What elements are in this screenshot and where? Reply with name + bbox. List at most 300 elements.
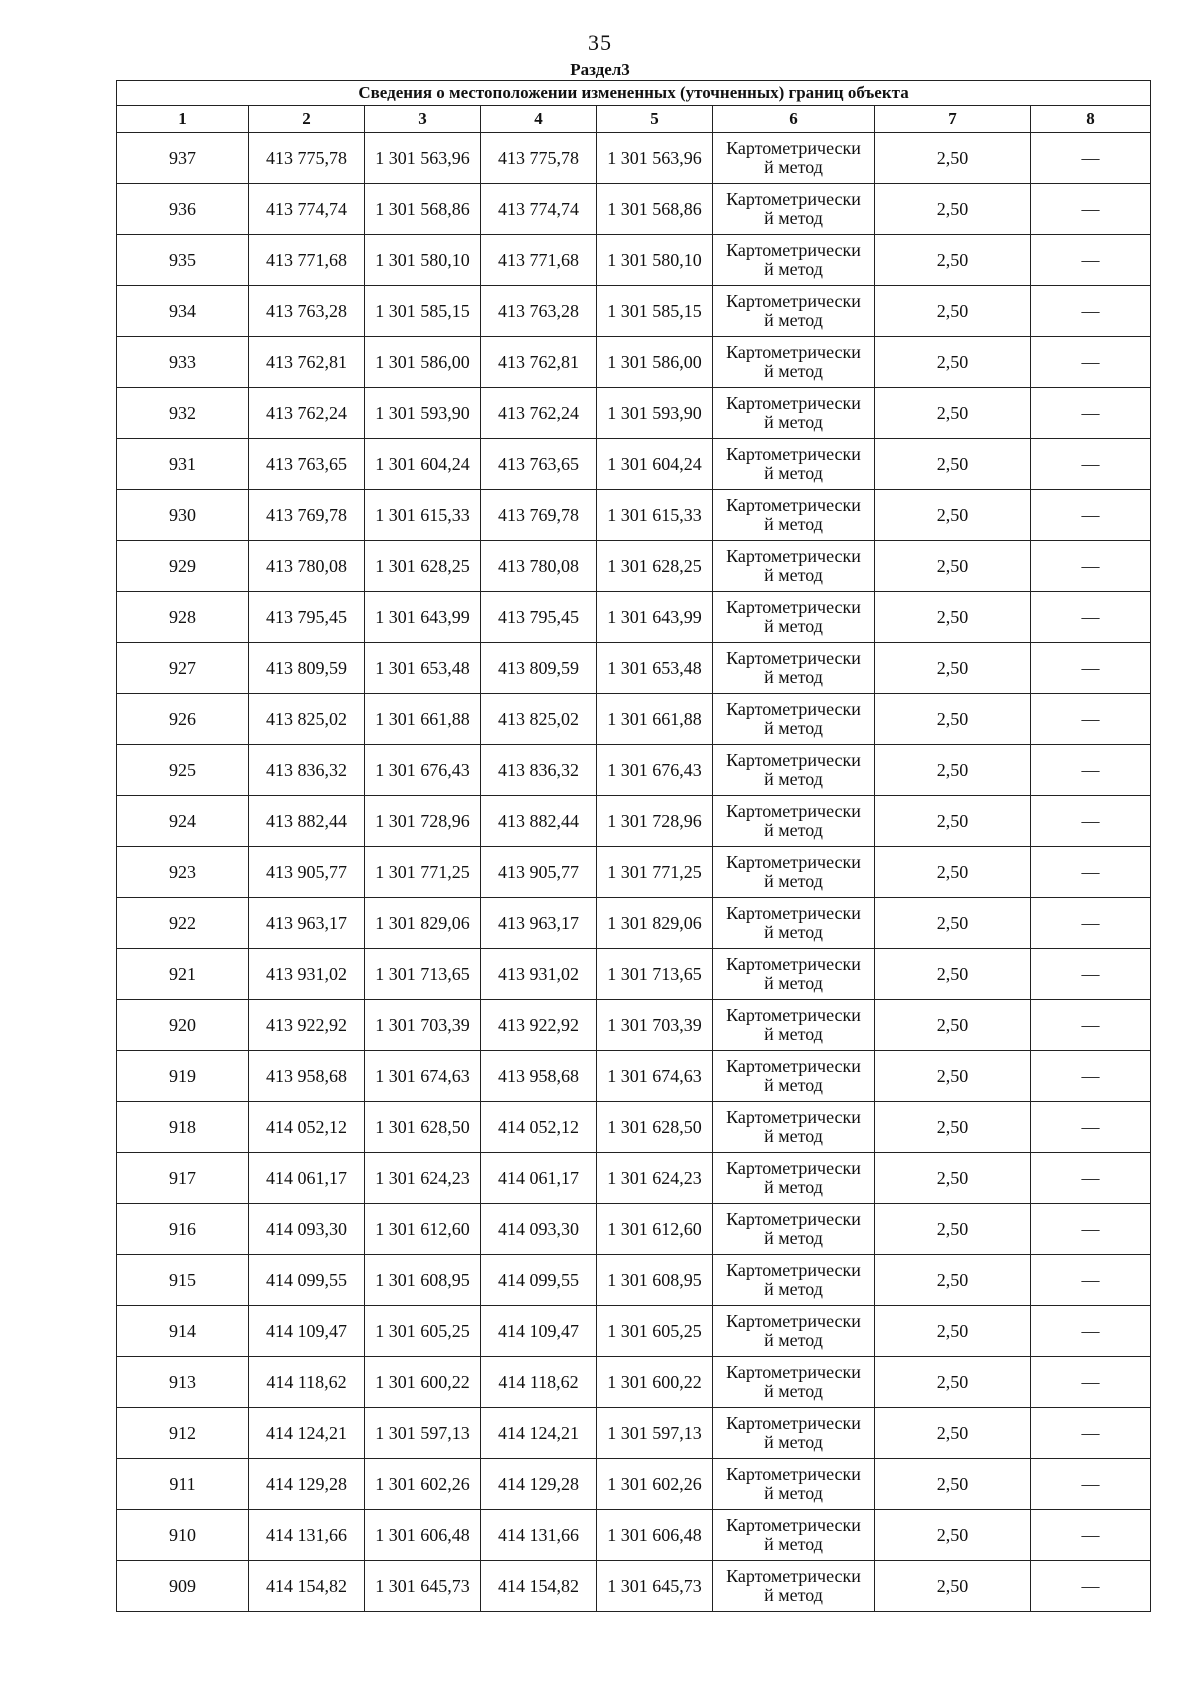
table-row — [117, 1000, 1151, 1051]
cell-note: — — [1031, 286, 1151, 337]
cell-y1: 1 301 674,63 — [365, 1051, 481, 1102]
method-line-2: й метод — [764, 922, 823, 942]
cell-note: — — [1031, 949, 1151, 1000]
cell-note: — — [1031, 847, 1151, 898]
column-header: 4 — [481, 106, 597, 133]
cell-note: — — [1031, 1051, 1151, 1102]
cell-note: — — [1031, 337, 1151, 388]
cell-method — [713, 490, 875, 541]
table-row — [117, 184, 1151, 235]
cell-y1: 1 301 615,33 — [365, 490, 481, 541]
cell-x2: 414 093,30 — [481, 1204, 597, 1255]
method-line-2: й метод — [764, 667, 823, 687]
table-row — [117, 949, 1151, 1000]
cell-method — [713, 133, 875, 184]
method-line-2: й метод — [764, 1330, 823, 1350]
cell-n: 919 — [117, 1051, 249, 1102]
cell-n: 925 — [117, 745, 249, 796]
cell-note: — — [1031, 133, 1151, 184]
column-header: 6 — [713, 106, 875, 133]
cell-n: 926 — [117, 694, 249, 745]
cell-x2: 414 052,12 — [481, 1102, 597, 1153]
cell-n: 924 — [117, 796, 249, 847]
cell-y1: 1 301 624,23 — [365, 1153, 481, 1204]
cell-method — [713, 337, 875, 388]
cell-y1: 1 301 628,25 — [365, 541, 481, 592]
cell-n: 912 — [117, 1408, 249, 1459]
cell-y1: 1 301 713,65 — [365, 949, 481, 1000]
table-row — [117, 1204, 1151, 1255]
cell-note: — — [1031, 745, 1151, 796]
cell-note: — — [1031, 1306, 1151, 1357]
cell-x1: 414 061,17 — [249, 1153, 365, 1204]
cell-n: 927 — [117, 643, 249, 694]
cell-x1: 413 763,28 — [249, 286, 365, 337]
cell-accuracy: 2,50 — [875, 745, 1031, 796]
cell-y1: 1 301 643,99 — [365, 592, 481, 643]
table-row — [117, 847, 1151, 898]
method-line-2: й метод — [764, 514, 823, 534]
cell-x2: 413 809,59 — [481, 643, 597, 694]
cell-accuracy: 2,50 — [875, 1561, 1031, 1612]
cell-method — [713, 1102, 875, 1153]
table-row — [117, 745, 1151, 796]
cell-x2: 413 762,24 — [481, 388, 597, 439]
table-row — [117, 337, 1151, 388]
cell-n: 915 — [117, 1255, 249, 1306]
cell-y1: 1 301 628,50 — [365, 1102, 481, 1153]
cell-y2: 1 301 606,48 — [597, 1510, 713, 1561]
cell-accuracy: 2,50 — [875, 1459, 1031, 1510]
cell-y2: 1 301 580,10 — [597, 235, 713, 286]
table-row — [117, 1357, 1151, 1408]
cell-note: — — [1031, 1510, 1151, 1561]
method-line-1: Картометрически — [726, 1056, 861, 1076]
method-line-1: Картометрически — [726, 546, 861, 566]
cell-accuracy: 2,50 — [875, 796, 1031, 847]
cell-note: — — [1031, 1357, 1151, 1408]
method-line-2: й метод — [764, 820, 823, 840]
cell-x2: 413 769,78 — [481, 490, 597, 541]
cell-x2: 413 775,78 — [481, 133, 597, 184]
method-line-1: Картометрически — [726, 801, 861, 821]
cell-accuracy: 2,50 — [875, 133, 1031, 184]
method-line-1: Картометрически — [726, 1464, 861, 1484]
cell-n: 913 — [117, 1357, 249, 1408]
cell-x1: 414 099,55 — [249, 1255, 365, 1306]
cell-accuracy: 2,50 — [875, 1102, 1031, 1153]
cell-note: — — [1031, 541, 1151, 592]
table-row — [117, 898, 1151, 949]
cell-note: — — [1031, 898, 1151, 949]
column-header: 3 — [365, 106, 481, 133]
cell-x1: 413 963,17 — [249, 898, 365, 949]
cell-n: 928 — [117, 592, 249, 643]
cell-y2: 1 301 563,96 — [597, 133, 713, 184]
table-row — [117, 133, 1151, 184]
table-row — [117, 235, 1151, 286]
method-line-2: й метод — [764, 1279, 823, 1299]
method-line-1: Картометрически — [726, 750, 861, 770]
cell-n: 934 — [117, 286, 249, 337]
cell-y2: 1 301 653,48 — [597, 643, 713, 694]
cell-x1: 413 763,65 — [249, 439, 365, 490]
cell-method — [713, 1255, 875, 1306]
cell-method — [713, 949, 875, 1000]
table-row — [117, 541, 1151, 592]
cell-x1: 414 052,12 — [249, 1102, 365, 1153]
cell-method — [713, 439, 875, 490]
cell-x1: 413 922,92 — [249, 1000, 365, 1051]
cell-x2: 414 129,28 — [481, 1459, 597, 1510]
cell-note: — — [1031, 490, 1151, 541]
table-row — [117, 1255, 1151, 1306]
cell-y2: 1 301 676,43 — [597, 745, 713, 796]
table-row — [117, 1510, 1151, 1561]
cell-x2: 413 771,68 — [481, 235, 597, 286]
cell-accuracy: 2,50 — [875, 694, 1031, 745]
cell-x2: 414 118,62 — [481, 1357, 597, 1408]
method-line-2: й метод — [764, 1228, 823, 1248]
table-row — [117, 694, 1151, 745]
table-row — [117, 1561, 1151, 1612]
cell-accuracy: 2,50 — [875, 898, 1031, 949]
method-line-2: й метод — [764, 1177, 823, 1197]
cell-n: 922 — [117, 898, 249, 949]
table-row — [117, 1051, 1151, 1102]
method-line-2: й метод — [764, 565, 823, 585]
cell-method — [713, 1000, 875, 1051]
method-line-2: й метод — [764, 1585, 823, 1605]
cell-method — [713, 1153, 875, 1204]
method-line-1: Картометрически — [726, 1413, 861, 1433]
cell-x1: 414 154,82 — [249, 1561, 365, 1612]
cell-x2: 413 763,65 — [481, 439, 597, 490]
cell-y1: 1 301 597,13 — [365, 1408, 481, 1459]
cell-x1: 413 780,08 — [249, 541, 365, 592]
cell-y1: 1 301 586,00 — [365, 337, 481, 388]
cell-n: 920 — [117, 1000, 249, 1051]
cell-method — [713, 1561, 875, 1612]
cell-accuracy: 2,50 — [875, 337, 1031, 388]
cell-y2: 1 301 568,86 — [597, 184, 713, 235]
method-line-1: Картометрически — [726, 1515, 861, 1535]
cell-x2: 413 795,45 — [481, 592, 597, 643]
cell-method — [713, 592, 875, 643]
cell-x2: 414 061,17 — [481, 1153, 597, 1204]
method-line-1: Картометрически — [726, 903, 861, 923]
cell-x2: 414 124,21 — [481, 1408, 597, 1459]
cell-x2: 413 780,08 — [481, 541, 597, 592]
cell-method — [713, 286, 875, 337]
cell-x1: 413 795,45 — [249, 592, 365, 643]
cell-y2: 1 301 600,22 — [597, 1357, 713, 1408]
cell-note: — — [1031, 184, 1151, 235]
cell-n: 910 — [117, 1510, 249, 1561]
cell-x1: 413 774,74 — [249, 184, 365, 235]
method-line-2: й метод — [764, 259, 823, 279]
cell-accuracy: 2,50 — [875, 949, 1031, 1000]
cell-x2: 414 109,47 — [481, 1306, 597, 1357]
method-line-2: й метод — [764, 1024, 823, 1044]
method-line-1: Картометрически — [726, 240, 861, 260]
cell-y1: 1 301 602,26 — [365, 1459, 481, 1510]
cell-accuracy: 2,50 — [875, 541, 1031, 592]
cell-y2: 1 301 771,25 — [597, 847, 713, 898]
cell-y1: 1 301 676,43 — [365, 745, 481, 796]
method-line-2: й метод — [764, 718, 823, 738]
method-line-2: й метод — [764, 157, 823, 177]
cell-note: — — [1031, 1102, 1151, 1153]
method-line-1: Картометрически — [726, 342, 861, 362]
cell-note: — — [1031, 643, 1151, 694]
cell-accuracy: 2,50 — [875, 490, 1031, 541]
table-row — [117, 1459, 1151, 1510]
method-line-2: й метод — [764, 1075, 823, 1095]
cell-y1: 1 301 563,96 — [365, 133, 481, 184]
cell-method — [713, 898, 875, 949]
cell-y1: 1 301 771,25 — [365, 847, 481, 898]
cell-n: 930 — [117, 490, 249, 541]
cell-y2: 1 301 585,15 — [597, 286, 713, 337]
cell-y1: 1 301 703,39 — [365, 1000, 481, 1051]
method-line-1: Картометрически — [726, 699, 861, 719]
cell-y1: 1 301 580,10 — [365, 235, 481, 286]
cell-note: — — [1031, 1459, 1151, 1510]
cell-n: 909 — [117, 1561, 249, 1612]
method-line-1: Картометрически — [726, 1158, 861, 1178]
cell-y2: 1 301 829,06 — [597, 898, 713, 949]
cell-y1: 1 301 604,24 — [365, 439, 481, 490]
cell-x1: 413 825,02 — [249, 694, 365, 745]
cell-accuracy: 2,50 — [875, 1000, 1031, 1051]
cell-note: — — [1031, 1153, 1151, 1204]
cell-note: — — [1031, 1561, 1151, 1612]
cell-x1: 413 958,68 — [249, 1051, 365, 1102]
cell-method — [713, 1357, 875, 1408]
cell-y2: 1 301 586,00 — [597, 337, 713, 388]
cell-accuracy: 2,50 — [875, 592, 1031, 643]
table-body — [117, 133, 1151, 1612]
table-row — [117, 796, 1151, 847]
cell-y2: 1 301 597,13 — [597, 1408, 713, 1459]
method-line-2: й метод — [764, 361, 823, 381]
column-header: 2 — [249, 106, 365, 133]
cell-n: 916 — [117, 1204, 249, 1255]
method-line-1: Картометрически — [726, 138, 861, 158]
cell-y2: 1 301 728,96 — [597, 796, 713, 847]
cell-y1: 1 301 829,06 — [365, 898, 481, 949]
cell-accuracy: 2,50 — [875, 1408, 1031, 1459]
cell-x1: 413 836,32 — [249, 745, 365, 796]
cell-y1: 1 301 568,86 — [365, 184, 481, 235]
cell-y2: 1 301 615,33 — [597, 490, 713, 541]
cell-method — [713, 388, 875, 439]
cell-y1: 1 301 612,60 — [365, 1204, 481, 1255]
method-line-1: Картометрически — [726, 852, 861, 872]
cell-x1: 413 809,59 — [249, 643, 365, 694]
cell-accuracy: 2,50 — [875, 1255, 1031, 1306]
cell-x1: 413 905,77 — [249, 847, 365, 898]
cell-y2: 1 301 645,73 — [597, 1561, 713, 1612]
method-line-2: й метод — [764, 769, 823, 789]
cell-accuracy: 2,50 — [875, 184, 1031, 235]
cell-x2: 414 154,82 — [481, 1561, 597, 1612]
cell-method — [713, 235, 875, 286]
cell-x1: 413 769,78 — [249, 490, 365, 541]
table-row — [117, 1408, 1151, 1459]
cell-accuracy: 2,50 — [875, 643, 1031, 694]
cell-x1: 413 931,02 — [249, 949, 365, 1000]
cell-y2: 1 301 703,39 — [597, 1000, 713, 1051]
method-line-1: Картометрически — [726, 291, 861, 311]
cell-y1: 1 301 645,73 — [365, 1561, 481, 1612]
cell-y2: 1 301 593,90 — [597, 388, 713, 439]
cell-accuracy: 2,50 — [875, 1306, 1031, 1357]
cell-n: 921 — [117, 949, 249, 1000]
cell-x1: 413 762,81 — [249, 337, 365, 388]
cell-accuracy: 2,50 — [875, 388, 1031, 439]
method-line-2: й метод — [764, 616, 823, 636]
cell-accuracy: 2,50 — [875, 1051, 1031, 1102]
cell-accuracy: 2,50 — [875, 439, 1031, 490]
cell-x2: 414 131,66 — [481, 1510, 597, 1561]
cell-y1: 1 301 606,48 — [365, 1510, 481, 1561]
column-header: 1 — [117, 106, 249, 133]
method-line-1: Картометрически — [726, 648, 861, 668]
method-line-1: Картометрически — [726, 1311, 861, 1331]
cell-note: — — [1031, 694, 1151, 745]
cell-x2: 413 762,81 — [481, 337, 597, 388]
method-line-1: Картометрически — [726, 597, 861, 617]
method-line-2: й метод — [764, 463, 823, 483]
coordinates-table — [116, 80, 1151, 1612]
table-row — [117, 592, 1151, 643]
table-row — [117, 286, 1151, 337]
method-line-1: Картометрически — [726, 954, 861, 974]
table-caption: Сведения о местоположении измененных (уточненных) границ объекта — [117, 81, 1151, 106]
method-line-2: й метод — [764, 1483, 823, 1503]
cell-n: 935 — [117, 235, 249, 286]
cell-y2: 1 301 674,63 — [597, 1051, 713, 1102]
cell-method — [713, 643, 875, 694]
cell-x1: 414 131,66 — [249, 1510, 365, 1561]
cell-n: 914 — [117, 1306, 249, 1357]
cell-n: 933 — [117, 337, 249, 388]
column-header: 7 — [875, 106, 1031, 133]
cell-n: 931 — [117, 439, 249, 490]
cell-n: 911 — [117, 1459, 249, 1510]
method-line-1: Картометрически — [726, 1209, 861, 1229]
cell-note: — — [1031, 1000, 1151, 1051]
cell-x2: 413 958,68 — [481, 1051, 597, 1102]
cell-x2: 413 931,02 — [481, 949, 597, 1000]
method-line-2: й метод — [764, 208, 823, 228]
cell-method — [713, 1459, 875, 1510]
cell-note: — — [1031, 1255, 1151, 1306]
cell-n: 932 — [117, 388, 249, 439]
cell-note: — — [1031, 1204, 1151, 1255]
table-row — [117, 1153, 1151, 1204]
method-line-1: Картометрически — [726, 1107, 861, 1127]
cell-x1: 414 124,21 — [249, 1408, 365, 1459]
cell-y2: 1 301 624,23 — [597, 1153, 713, 1204]
table-row — [117, 388, 1151, 439]
cell-n: 923 — [117, 847, 249, 898]
cell-method — [713, 541, 875, 592]
method-line-2: й метод — [764, 1381, 823, 1401]
cell-x1: 413 775,78 — [249, 133, 365, 184]
table-caption-row — [117, 81, 1151, 106]
cell-y2: 1 301 612,60 — [597, 1204, 713, 1255]
method-line-2: й метод — [764, 1432, 823, 1452]
cell-x2: 413 922,92 — [481, 1000, 597, 1051]
method-line-1: Картометрически — [726, 495, 861, 515]
cell-x2: 413 763,28 — [481, 286, 597, 337]
cell-y1: 1 301 593,90 — [365, 388, 481, 439]
cell-method — [713, 1510, 875, 1561]
cell-method — [713, 1204, 875, 1255]
method-line-1: Картометрически — [726, 1362, 861, 1382]
cell-y1: 1 301 600,22 — [365, 1357, 481, 1408]
cell-x1: 414 109,47 — [249, 1306, 365, 1357]
cell-method — [713, 1051, 875, 1102]
method-line-1: Картометрически — [726, 1566, 861, 1586]
cell-accuracy: 2,50 — [875, 1204, 1031, 1255]
table-row — [117, 1102, 1151, 1153]
cell-y2: 1 301 605,25 — [597, 1306, 713, 1357]
method-line-2: й метод — [764, 310, 823, 330]
cell-y1: 1 301 728,96 — [365, 796, 481, 847]
cell-accuracy: 2,50 — [875, 286, 1031, 337]
cell-method — [713, 847, 875, 898]
method-line-2: й метод — [764, 1126, 823, 1146]
table-row — [117, 490, 1151, 541]
cell-y2: 1 301 713,65 — [597, 949, 713, 1000]
cell-y1: 1 301 585,15 — [365, 286, 481, 337]
method-line-2: й метод — [764, 412, 823, 432]
cell-y2: 1 301 643,99 — [597, 592, 713, 643]
cell-y2: 1 301 604,24 — [597, 439, 713, 490]
cell-x1: 414 093,30 — [249, 1204, 365, 1255]
cell-x1: 414 118,62 — [249, 1357, 365, 1408]
cell-y2: 1 301 661,88 — [597, 694, 713, 745]
cell-method — [713, 745, 875, 796]
cell-accuracy: 2,50 — [875, 1153, 1031, 1204]
cell-x2: 413 963,17 — [481, 898, 597, 949]
page-number: 35 — [588, 30, 612, 55]
cell-accuracy: 2,50 — [875, 847, 1031, 898]
cell-x1: 413 771,68 — [249, 235, 365, 286]
cell-x2: 413 825,02 — [481, 694, 597, 745]
cell-method — [713, 694, 875, 745]
column-header: 5 — [597, 106, 713, 133]
method-line-1: Картометрически — [726, 444, 861, 464]
cell-y2: 1 301 602,26 — [597, 1459, 713, 1510]
cell-n: 929 — [117, 541, 249, 592]
method-line-1: Картометрически — [726, 189, 861, 209]
cell-y1: 1 301 661,88 — [365, 694, 481, 745]
cell-n: 936 — [117, 184, 249, 235]
cell-note: — — [1031, 439, 1151, 490]
table-header-row — [117, 106, 1151, 133]
cell-x2: 414 099,55 — [481, 1255, 597, 1306]
cell-y2: 1 301 628,50 — [597, 1102, 713, 1153]
cell-accuracy: 2,50 — [875, 1510, 1031, 1561]
cell-x2: 413 836,32 — [481, 745, 597, 796]
method-line-2: й метод — [764, 1534, 823, 1554]
cell-x1: 413 762,24 — [249, 388, 365, 439]
